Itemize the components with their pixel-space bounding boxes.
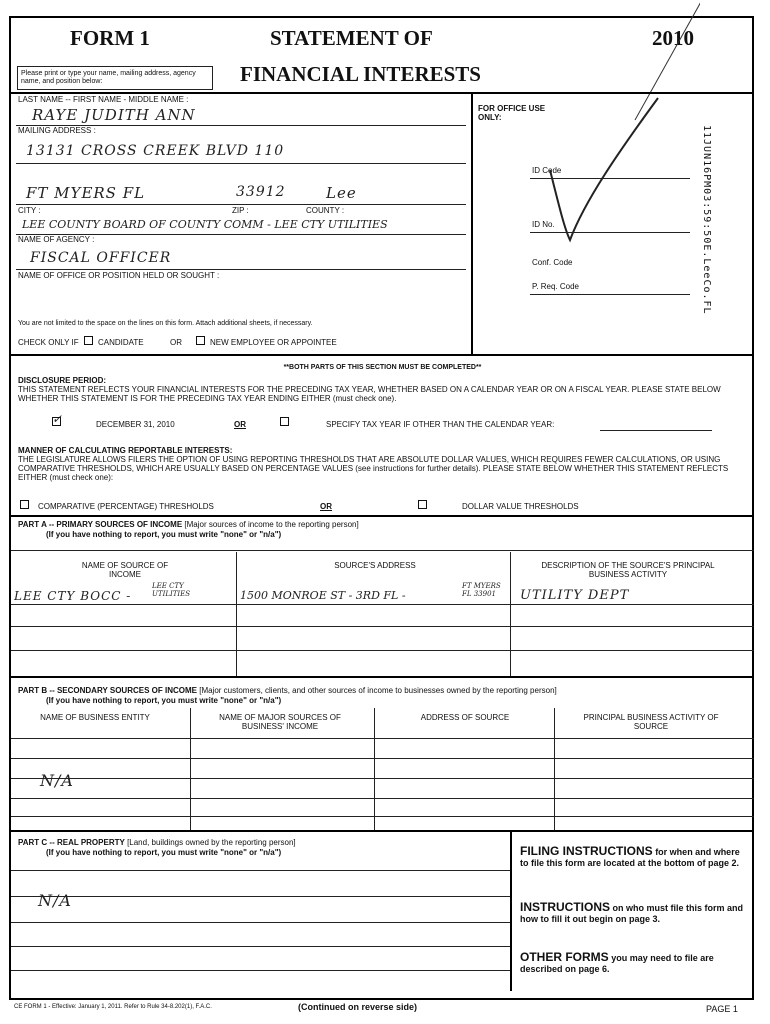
disclosure-period-text: THIS STATEMENT REFLECTS YOUR FINANCIAL INTERESTS FOR THE PRECEDING TAX YEAR, WHETHER BASED ON A CALENDAR YEAR OR ON A FISCAL YEAR. PLEASE STATE BELOW WHETHER THIS STATEMENT IS FOR THE PRECEDING TAX YEAR ENDING EITHER (must check one). [18, 385, 721, 403]
zip-value[interactable]: 33912 [236, 184, 286, 200]
part-a-top-rule [11, 550, 754, 551]
part-b-col1-header: NAME OF BUSINESS ENTITY [40, 713, 150, 722]
period-or: OR [234, 420, 246, 429]
manner-label: MANNER OF CALCULATING REPORTABLE INTERESTS: [18, 446, 233, 455]
part-b-col2-header: NAME OF MAJOR SOURCES OF BUSINESS' INCOME [219, 713, 341, 731]
part-a-row-2 [11, 626, 754, 627]
part-b-title [18, 686, 557, 695]
part-c-entry[interactable]: N/A [38, 891, 72, 910]
part-a-row1-address[interactable]: 1500 MONROE ST - 3RD FL - [240, 589, 406, 602]
statement-line1: STATEMENT OF [270, 26, 433, 50]
space-notice: You are not limited to the space on the lines on this form. Attach additional sheets, if necessary. [18, 320, 313, 327]
mailing-line [16, 163, 466, 164]
filing-instructions [520, 846, 746, 869]
comparative-checkbox[interactable] [20, 500, 29, 509]
new-employee-label: NEW EMPLOYEE OR APPOINTEE [210, 338, 337, 347]
part-c-row-3 [11, 922, 510, 923]
part-a-row1-name-sup: LEE CTY UTILITIES [152, 582, 191, 598]
instructions-block [520, 902, 746, 925]
part-b-row-2 [11, 758, 754, 759]
part-b-entry[interactable]: N/A [40, 771, 74, 790]
side-box-border [510, 831, 512, 991]
check-or-label: OR [170, 338, 182, 347]
county-value[interactable]: Lee [326, 184, 357, 202]
part-a-row1-name[interactable]: LEE CTY BOCC - [14, 589, 132, 603]
dollar-checkbox[interactable] [418, 500, 427, 509]
agency-value[interactable]: LEE COUNTY BOARD OF COUNTY COMM - LEE CTY UTILITIES [22, 218, 388, 231]
part-a-title [18, 520, 359, 529]
form-title: FORM 1 [70, 26, 150, 50]
section-divider-2 [11, 515, 754, 517]
city-label: CITY : [18, 206, 41, 215]
part-c-row-2 [11, 896, 510, 897]
manner-text: THE LEGISLATURE ALLOWS FILERS THE OPTION OF USING REPORTING THRESHOLDS THAT ARE ABSOLUTE DOLLAR VALUES, WHICH REQUIRES FEWER CALCULATIONS, OR USING COMPARATIVE THRESHOLDS, WHICH ARE USUALLY BASED ON PERCENTAGE VALUES (see instructions for further details). PLEASE STATE BELOW WHETHER THIS STATEMENT REFLECTS EITHER (must check one): [18, 455, 729, 482]
december-label: DECEMBER 31, 2010 [96, 420, 175, 429]
conf-code-label: Conf. Code [532, 258, 573, 267]
mailing-label: MAILING ADDRESS : [18, 126, 96, 135]
check-only-label: CHECK ONLY IF [18, 338, 79, 347]
section-divider-4 [11, 830, 754, 832]
disclosure-period-label: DISCLOSURE PERIOD: [18, 376, 107, 385]
part-b-title-note: [Major customers, clients, and other sources of income to businesses owned by the reporting person] [199, 686, 557, 695]
statement-line2: FINANCIAL INTERESTS [240, 62, 481, 86]
received-stamp: 11JUN16PM03:59:50E.LeeCo.FL [701, 125, 712, 315]
part-a-title-text: PART A -- PRIMARY SOURCES OF INCOME [18, 520, 183, 529]
footer-right: PAGE 1 [706, 1004, 738, 1014]
position-label: NAME OF OFFICE OR POSITION HELD OR SOUGHT : [18, 271, 220, 280]
part-c-title [18, 838, 296, 847]
office-use-label: FOR OFFICE USE ONLY: [478, 104, 546, 122]
part-b-col3-header: ADDRESS OF SOURCE [420, 713, 510, 722]
part-c-row-1 [11, 870, 510, 871]
instr-text: on who must file this form and how to fill it out begin on page 3. [520, 903, 744, 924]
county-label: COUNTY : [306, 206, 345, 215]
part-a-col3-header: DESCRIPTION OF THE SOURCE'S PRINCIPAL BUSINESS ACTIVITY [541, 561, 715, 579]
threshold-or: OR [320, 502, 332, 511]
part-a-row-1 [11, 604, 754, 605]
p-req-code-label: P. Req. Code [532, 282, 579, 291]
part-a-row-3 [11, 650, 754, 651]
part-a-row1-desc[interactable]: UTILITY DEPT [520, 588, 630, 603]
p-req-line [530, 294, 690, 295]
part-a-subtitle: (If you have nothing to report, you must write "none" or "n/a") [46, 530, 282, 539]
position-value[interactable]: FISCAL OFFICER [30, 250, 172, 266]
comparative-label: COMPARATIVE (PERCENTAGE) THRESHOLDS [38, 502, 214, 511]
specify-year-checkbox[interactable] [280, 417, 289, 426]
specify-year-label: SPECIFY TAX YEAR IF OTHER THAN THE CALENDAR YEAR: [326, 420, 555, 429]
part-a-row1-address-sup: FT MYERS FL 33901 [462, 582, 501, 598]
filing-text: for when and where to file this form are located at the bottom of page 2. [520, 847, 740, 868]
part-b-row-4 [11, 798, 754, 799]
part-b-title-text: PART B -- SECONDARY SOURCES OF INCOME [18, 686, 197, 695]
part-a-col-sep-2 [510, 552, 511, 676]
december-checkmark: ✓ [52, 412, 64, 426]
part-a-col2-header: SOURCE'S ADDRESS [334, 561, 416, 570]
part-c-subtitle: (If you have nothing to report, you must write "none" or "n/a") [46, 848, 282, 857]
new-employee-checkbox[interactable] [196, 336, 205, 345]
instr-head: INSTRUCTIONS [520, 900, 610, 914]
part-b-col4-header: PRINCIPAL BUSINESS ACTIVITY OF SOURCE [583, 713, 719, 731]
section-divider-1 [11, 354, 754, 356]
part-b-row-3 [11, 778, 754, 779]
part-b-col-sep-2 [374, 708, 375, 830]
footer-middle: (Continued on reverse side) [298, 1002, 418, 1012]
other-head: OTHER FORMS [520, 950, 609, 964]
city-line [16, 204, 466, 205]
both-parts-note: **BOTH PARTS OF THIS SECTION MUST BE COMPLETED** [283, 364, 482, 371]
checkmark-scribble [540, 90, 660, 260]
name-value[interactable]: RAYE JUDITH ANN [32, 106, 196, 124]
form-year: 2010 [652, 26, 694, 50]
part-c-title-note: [Land, buildings owned by the reporting person] [127, 838, 296, 847]
part-a-col1-header: NAME OF SOURCE OF INCOME [81, 561, 169, 579]
part-b-row-1 [11, 738, 754, 739]
position-line [16, 269, 466, 270]
part-b-col-sep-1 [190, 708, 191, 830]
zip-label: ZIP : [232, 206, 249, 215]
part-a-title-note: [Major sources of income to the reporting person] [184, 520, 359, 529]
instructions-box: Please print or type your name, mailing address, agency name, and position below: [17, 66, 213, 90]
part-b-subtitle: (If you have nothing to report, you must write "none" or "n/a") [46, 696, 282, 705]
specify-year-line[interactable] [600, 430, 712, 431]
section-divider-3 [11, 676, 754, 678]
footer-left: CE FORM 1 - Effective: January 1, 2011. Refer to Rule 34-8.202(1), F.A.C. [14, 1004, 212, 1010]
part-c-row-4 [11, 946, 510, 947]
part-c-row-5 [11, 970, 510, 971]
part-c-title-text: PART C -- REAL PROPERTY [18, 838, 125, 847]
dollar-label: DOLLAR VALUE THRESHOLDS [462, 502, 579, 511]
header-divider [11, 92, 471, 94]
mailing-value[interactable]: 13131 CROSS CREEK BLVD 110 [26, 143, 285, 159]
candidate-label: CANDIDATE [98, 338, 144, 347]
filing-head: FILING INSTRUCTIONS [520, 844, 653, 858]
name-label: LAST NAME -- FIRST NAME - MIDDLE NAME : [18, 95, 189, 104]
part-a-col-sep-1 [236, 552, 237, 676]
other-forms-block [520, 952, 746, 975]
part-b-col-sep-3 [554, 708, 555, 830]
id-no-label: ID No. [532, 220, 555, 229]
id-code-label: ID Code [532, 166, 562, 175]
part-b-row-5 [11, 816, 754, 817]
other-text: you may need to file are described on page 6. [520, 953, 714, 974]
agency-label: NAME OF AGENCY : [18, 235, 95, 244]
candidate-checkbox[interactable] [84, 336, 93, 345]
city-value[interactable]: FT MYERS FL [26, 184, 146, 202]
